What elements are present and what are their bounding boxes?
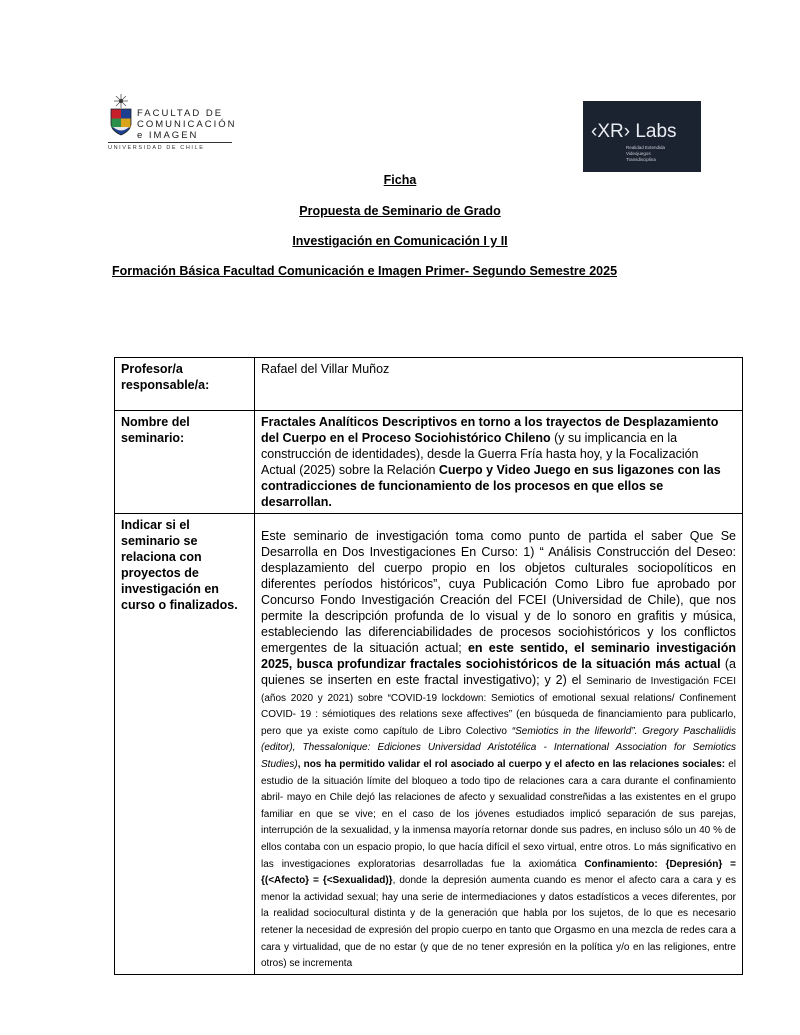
nombre-value [255, 411, 743, 514]
logo-divider [108, 142, 232, 143]
star-burst-icon [114, 94, 128, 108]
desc-s2: el estudio de la situación límite del bloqueo a todo tipo de relaciones cara a cara durante el confinamiento abril- mayo en Chile dejó las relaciones de afecto y sexualidad constreñidas a las existentes en el grupo familiar en que se vive; en el caso de los jóvenes estudiados implicó separación de sus parejas, interrupción de la sexualidad, y la inmensa mayoría retornar donde sus padres, en incluso sólo un 40 % de ellos contaba con un espacio propio, lo que hacía difícil el sexo virtual, entre otros. Lo más significativo en las investigaciones exploratorias desarrolladas fue la axiomática [261, 758, 737, 870]
profesor-label: Profesor/a responsable/a: [115, 358, 255, 411]
ficha-table [114, 357, 743, 975]
nombre-bold-1: Fractales Analíticos Descriptivos en torno a los trayectos de Desplazamiento del Cuerpo en el Proceso Sociohistórico Chileno [261, 415, 719, 445]
table-row [115, 358, 743, 411]
description-cell [255, 514, 743, 975]
desc-s1: Seminario de Investigación FCEI (años 2020 y 2021) sobre “COVID-19 lockdown: Semiotics of emotional sexual relations/ Confinement COVID- 19 : sémiotiques des relations sexe affectives” (en búsqueda de financiamiento para publicarlo, pero que ya existe como capítulo de Libro Colectivo [261, 676, 737, 737]
description-text [261, 528, 736, 971]
heading-propuesta: Propuesta de Seminario de Grado [299, 204, 501, 218]
university-name: UNIVERSIDAD DE CHILE [108, 145, 205, 151]
xr-labs-name: ‹XR› Labs [591, 121, 677, 142]
heading-investigacion: Investigación en Comunicación I y II [292, 234, 508, 248]
nombre-bold-2: Cuerpo y Video Juego en sus ligazones con las contradicciones de funcionamiento de los procesos en que ellos se desarrollan. [261, 463, 721, 509]
nombre-label: Nombre del seminario: [115, 411, 255, 514]
desc-s2-bold: Confinamiento: {Depresión} = {(<Afecto} = {<Sexualidad)} [261, 858, 737, 887]
desc-s3: , donde la depresión aumenta cuando es menor el afecto cara a cara y es menor la actividad sexual; hay una serie de intermediaciones y datos estadísticos a veces diferentes, por la realidad sociocultural distinta y de la generación que habla por los sujetos, de lo que es necesario retener la necesidad de expresión del propio cuerpo en tanto que Orgasmo en una mezcla de redes cara a cara y virtualidad, que de no estar (y que de no tener expresión en la política y/o en las religiones, entre otros) se incrementa [261, 875, 736, 970]
faculty-name-line2: COMUNICACIÓN [137, 119, 237, 130]
desc-p1: Este seminario de investigación toma como punto de partida el saber Que Se Desarrolla en Dos Investigaciones En Curso: 1) “ Análisis Construcción del Deseo: desplazamiento del cuerpo propio en los objetos culturales sociopolíticos en diferentes períodos históricos”, cuya Publicación Como Libro fue aprobado por Concurso Fondo Investigación Creación del FCEI (Universidad de Chile), que nos permite la descripción profunda de lo visual y de lo sonoro en grafitis y música, estableciendo las diferenciabilidades de procesos sociohistóricos y los conflictos emergentes de la situación actual; [261, 529, 736, 655]
xr-labs-tagline: Realidad Extendida Videojuegos Transdisciplina [626, 145, 666, 162]
desc-p1-cont: (a quienes se inserten en este fractal investigativo); y 2) el [261, 657, 736, 687]
desc-s1-italic: “Semiotics in the lifeworld”. Gregory Paschaliidis (editor), Thessalonique: Ediciones Universidad Aristotélica - International Association for Semiotics Studies) [261, 725, 737, 770]
heading-formacion: Formación Básica Facultad Comunicación e Imagen Primer- Segundo Semestre 2025 [112, 264, 618, 278]
heading-ficha: Ficha [383, 173, 417, 187]
profesor-value: Rafael del Villar Muñoz [255, 358, 743, 411]
desc-p1-bold: en este sentido, el seminario investigación 2025, busca profundizar fractales sociohistóricos de la situación más actual [261, 641, 736, 671]
xr-labs-logo [583, 101, 701, 172]
table-row [115, 411, 743, 514]
indicar-label: Indicar si el seminario se relaciona con proyectos de investigación en curso o finalizados. [115, 514, 255, 975]
nombre-text-1: (y su implicancia en la construcción de identidades), desde la Guerra Fría hasta hoy, y la Focalización Actual (2025) sobre la Relación [261, 431, 699, 477]
table-row [115, 514, 743, 975]
faculty-name-line3: e IMAGEN [137, 130, 199, 141]
faculty-logo [108, 94, 236, 156]
university-shield-icon [110, 108, 132, 136]
desc-s1-bold: , nos ha permitido validar el rol asociado al cuerpo y el afecto en las relaciones sociales: [297, 758, 726, 770]
faculty-name-line1: FACULTAD DE [137, 108, 224, 119]
